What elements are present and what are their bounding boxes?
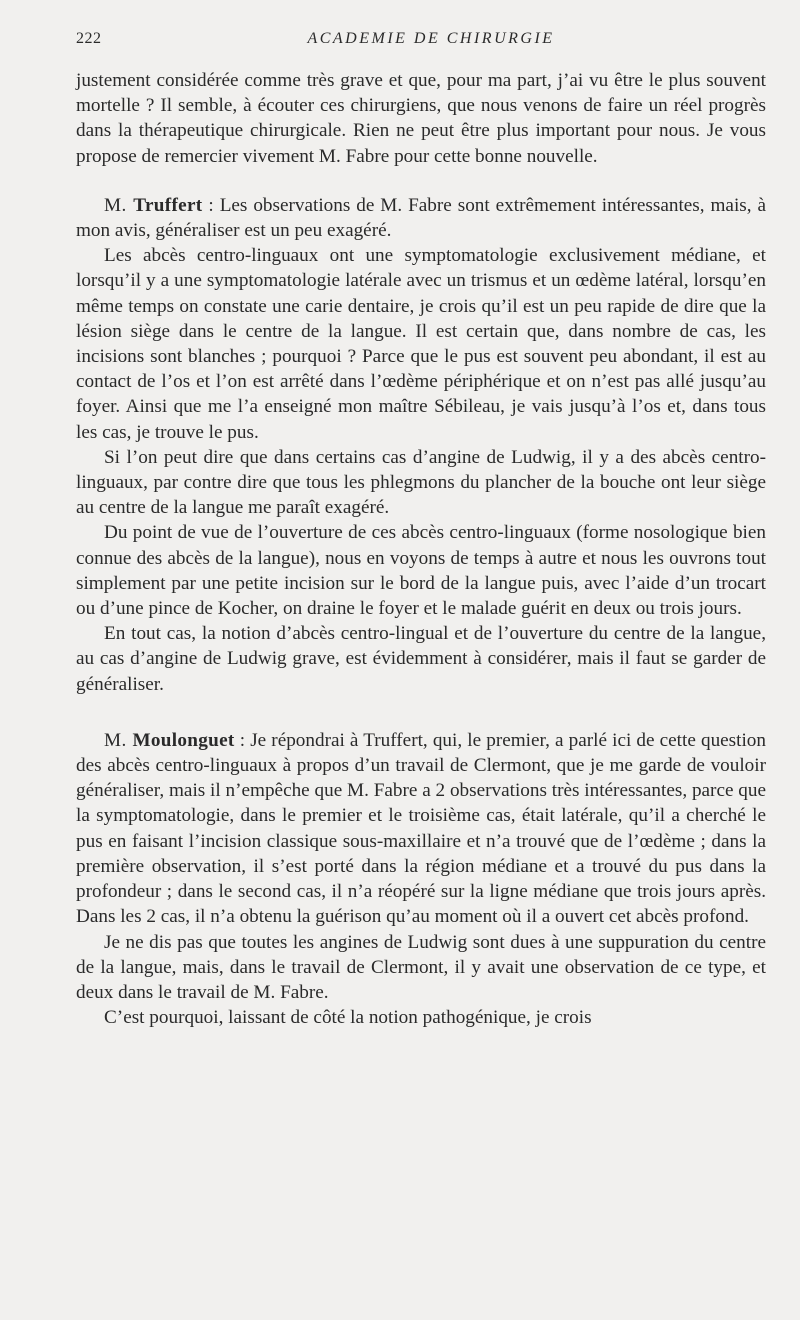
truffert-paragraph: Les abcès centro-linguaux ont une symptomatologie exclusivement médiane, et lorsqu’il y a une symptomatologie latérale avec un trismus et un œdème latéral, lorsqu’en même temps on constate une carie dentaire, je crois qu’il est un peu rapide de dire que la lésion siège dans le centre de la langue. Il est certain que, dans nombre de cas, les incisions sont blanches ; pourquoi ? Parce que le pus est souvent peu abondant, il est au contact de l’os et l’on est arrêté dans l’œdème périphérique et on n’est pas allé jusqu’au foyer. Ainsi que me l’a enseigné mon maître Sébileau, je vais jusqu’à l’os et, dans tous les cas, je trouve le pus. (76, 245, 766, 443)
truffert-paragraph: Si l’on peut dire que dans certains cas d’angine de Ludwig, il y a des abcès centro-linguaux, par contre dire que tous les phlegmons du plancher de la bouche ont leur siège au centre de la langue me paraît exagéré. (76, 446, 766, 519)
speech-moulonguet (76, 728, 766, 1030)
truffert-opening-text: Les observations de M. Fabre sont extrêmement intéressantes, mais, à mon avis, généraliser est un peu exagéré. (76, 194, 766, 242)
speaker-name-truffert: Truffert (133, 194, 203, 216)
speaker-prefix: M. (104, 729, 133, 751)
moulonguet-paragraph: C’est pourquoi, laissant de côté la notion pathogénique, je crois (104, 1007, 592, 1029)
speaker-name-moulonguet: Moulonguet (132, 729, 235, 751)
speaker-prefix: M. (104, 194, 134, 216)
running-title: ACADEMIE DE CHIRURGIE (307, 30, 555, 47)
speaker-separator: : (234, 729, 251, 751)
page-number: 222 (76, 30, 102, 47)
truffert-paragraph: En tout cas, la notion d’abcès centro-lingual et de l’ouverture du centre de la langue, au cas d’angine de Ludwig grave, est évidemment à considérer, mais il faut se garder de généraliser. (76, 623, 766, 695)
moulonguet-paragraph: Je ne dis pas que toutes les angines de Ludwig sont dues à une suppuration du centre de la langue, mais, dans le travail de Clermont, il y avait une observation de ce type, et deux dans le travail de M. Fabre. (76, 931, 766, 1003)
continued-paragraph: justement considérée comme très grave et que, pour ma part, j’ai vu être le plus souvent mortelle ? Il semble, à écouter ces chirurgiens, que nous venons de faire un réel progrès dans la thérapeutique chirurgicale. Rien ne peut être plus important pour nous. Je vous propose de remercier vivement M. Fabre pour cette bonne nouvelle. (76, 70, 766, 167)
body-text (76, 68, 766, 1030)
moulonguet-opening-paragraph (76, 728, 766, 930)
speaker-separator: : (202, 194, 220, 216)
speech-truffert (76, 193, 766, 697)
moulonguet-opening-text: Je répondrai à Truffert, qui, le premier, a parlé ici de cette question des abcès centro-linguaux à propos d’un travail de Clermont, que je me garde de vouloir généraliser, mais il n’empêche que M. Fabre a 2 observations très intéressantes, parce que la symptomatologie, dans le premier et le troisième cas, était latérale, qu’il a cherché le pus en faisant l’incision classique sous-maxillaire et n’a trouvé que de l’œdème ; dans la première observation, il s’est porté dans la région médiane et a trouvé du pus dans la profondeur ; dans le second cas, il n’a réopéré sur la ligne médiane que trois jours après. Dans les 2 cas, il n’a obtenu la guérison qu’au moment où il a ouvert cet abcès profond. (76, 729, 766, 928)
truffert-paragraph: Du point de vue de l’ouverture de ces abcès centro-linguaux (forme nosologique bien connue des abcès de la langue), nous en voyons de temps à autre et nous les ouvrons tout simplement par une petite incision sur le bord de la langue puis, avec l’aide d’un trocart ou d’une pince de Kocher, on draine le foyer et le malade guérit en deux ou trois jours. (76, 522, 766, 620)
truffert-opening-paragraph (76, 193, 766, 243)
running-head (76, 26, 766, 56)
